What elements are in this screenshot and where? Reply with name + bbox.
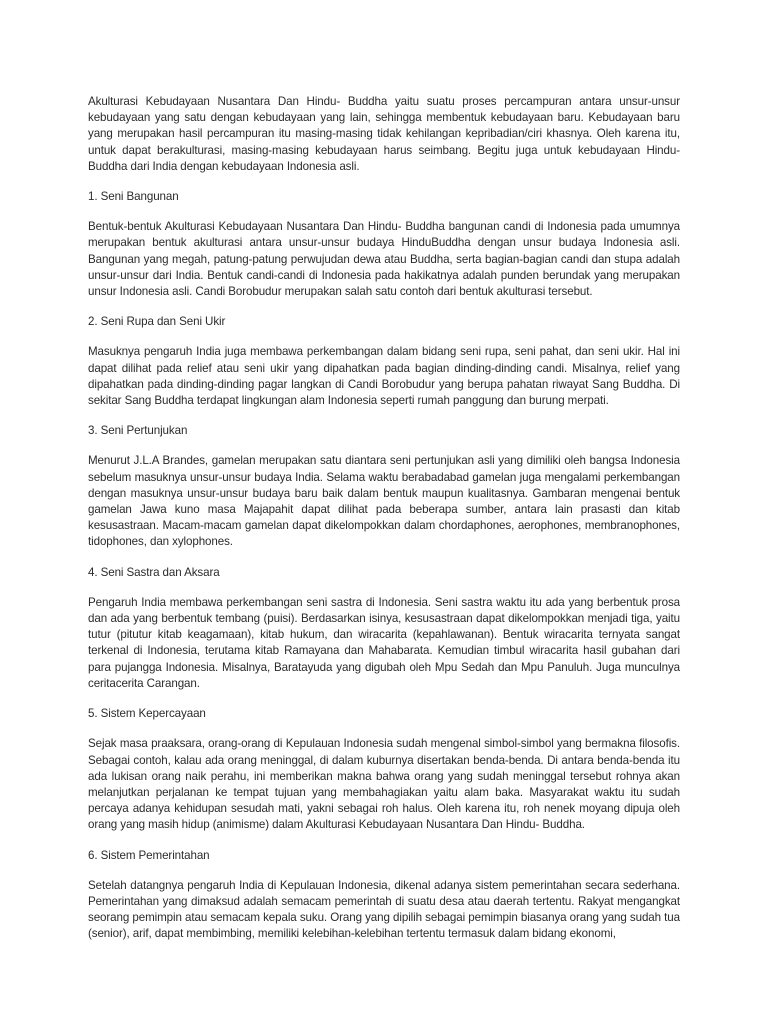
section-body-sistem-pemerintahan: Setelah datangnya pengaruh India di Kepulauan Indonesia, dikenal adanya sistem pemerintahan secara sederhana. Pemerintahan yang dimaksud adalah semacam pemerintah di suatu desa atau daerah tertentu. Rakyat mengangkat seorang pemimpin atau semacam kepala suku. Orang yang dipilih sebagai pemimpin biasanya orang yang sudah tua (senior), arif, dapat membimbing, memiliki kelebihan-kelebihan tertentu termasuk dalam bidang ekonomi, [88,878,680,941]
intro-paragraph: Akulturasi Kebudayaan Nusantara Dan Hindu- Buddha yaitu suatu proses percampuran antara unsur-unsur kebudayaan yang satu dengan kebudayaan yang lain, sehingga membentuk kebudayaan baru. Kebudayaan baru yang merupakan hasil percampuran itu masing-masing tidak kehilangan kepribadian/ciri khasnya. Oleh karena itu, untuk dapat berakulturasi, masing-masing kebudayaan harus seimbang. Begitu juga untuk kebudayaan Hindu-Buddha dari India dengan kebudayaan Indonesia asli. [88,95,680,173]
section-heading-seni-rupa: 2. Seni Rupa dan Seni Ukir [88,315,226,329]
section-heading-seni-bangunan: 1. Seni Bangunan [88,190,179,204]
section-heading-sistem-pemerintahan: 6. Sistem Pemerintahan [88,848,210,862]
section-body-seni-pertunjukan: Menurut J.L.A Brandes, gamelan merupakan satu diantara seni pertunjukan asli yang dimiliki oleh bangsa Indonesia sebelum masuknya unsur-unsur budaya India. Selama waktu berabadabad gamelan juga mengalami perkembangan dengan masuknya unsur-unsur budaya baru baik dalam bentuk maupun kualitasnya. Gambaran mengenai bentuk gamelan Jawa kuno masa Majapahit dapat dilihat pada beberapa sumber, antara lain prasasti dan kitab kesusastraan. Macam-macam gamelan dapat dikelompokkan dalam chordaphones, aerophones, membranophones, tidophones, dan xylophones. [88,454,680,549]
section-heading-seni-sastra: 4. Seni Sastra dan Aksara [88,565,220,579]
section-body-seni-bangunan: Bentuk-bentuk Akulturasi Kebudayaan Nusantara Dan Hindu- Buddha bangunan candi di Indonesia pada umumnya merupakan bentuk akulturasi antara unsur-unsur budaya HinduBuddha dengan unsur budaya Indonesia asli. Bangunan yang megah, patung-patung perwujudan dewa atau Buddha, serta bagian-bagian candi dan stupa adalah unsur-unsur dari India. Bentuk candi-candi di Indonesia pada hakikatnya adalah punden berundak yang merupakan unsur Indonesia asli. Candi Borobudur merupakan salah satu contoh dari bentuk akulturasi tersebut. [88,220,680,299]
section-body-seni-rupa: Masuknya pengaruh India juga membawa perkembangan dalam bidang seni rupa, seni pahat, dan seni ukir. Hal ini dapat dilihat pada relief atau seni ukir yang dipahatkan pada bagian dinding-dinding candi. Misalnya, relief yang dipahatkan pada dinding-dinding pagar langkan di Candi Borobudur yang berupa pahatan riwayat Sang Buddha. Di sekitar Sang Buddha terdapat lingkungan alam Indonesia seperti rumah panggung dan burung merpati. [88,345,680,408]
section-body-seni-sastra: Pengaruh India membawa perkembangan seni sastra di Indonesia. Seni sastra waktu itu ada yang berbentuk prosa dan ada yang berbentuk tembang (puisi). Berdasarkan isinya, kesusastraan dapat dikelompokkan menjadi tiga, yaitu tutur (pitutur kitab keagamaan), kitab hukum, dan wiracarita (kepahlawanan). Bentuk wiracarita ternyata sangat terkenal di Indonesia, terutama kitab Ramayana dan Mahabarata. Kemudian timbul wiracarita hasil gubahan dari para pujangga Indonesia. Misalnya, Baratayuda yang digubah oleh Mpu Sedah dan Mpu Panuluh. Juga munculnya ceritacerita Carangan. [88,595,680,690]
section-body-sistem-kepercayaan: Sejak masa praaksara, orang-orang di Kepulauan Indonesia sudah mengenal simbol-simbol yang bermakna filosofis. Sebagai contoh, kalau ada orang meninggal, di dalam kuburnya disertakan benda-benda. Di antara benda-benda itu ada lukisan orang naik perahu, ini memberikan makna bahwa orang yang sudah meninggal tersebut rohnya akan melanjutkan perjalanan ke tempat tujuan yang membahagiakan yaitu alam baka. Masyarakat waktu itu sudah percaya adanya kehidupan sesudah mati, yakni sebagai roh halus. Oleh karena itu, roh nenek moyang dipuja oleh orang yang masih hidup (animisme) dalam Akulturasi Kebudayaan Nusantara Dan Hindu- Buddha. [88,737,680,832]
section-heading-sistem-kepercayaan: 5. Sistem Kepercayaan [88,707,206,721]
section-heading-seni-pertunjukan: 3. Seni Pertunjukan [88,424,188,438]
